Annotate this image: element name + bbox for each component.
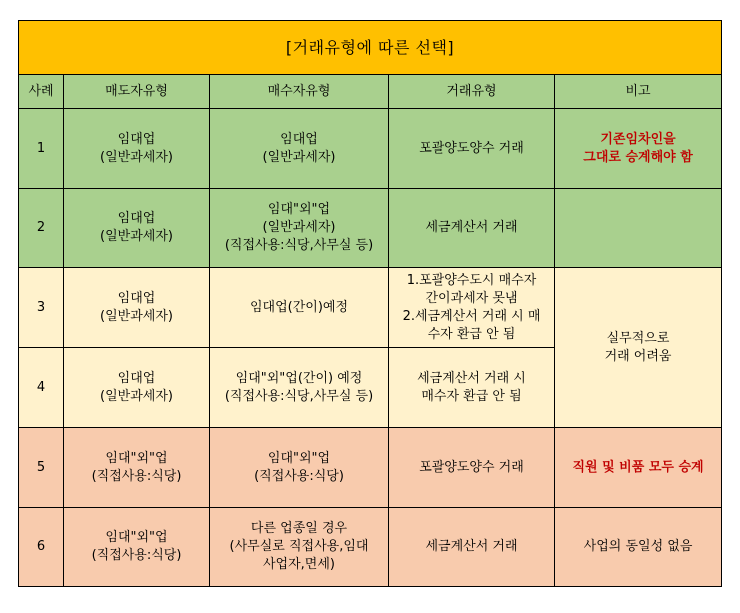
seller-type: 임대업 (일반과세자) — [64, 348, 210, 428]
seller-type: 임대업 (일반과세자) — [64, 109, 210, 189]
table-row — [19, 428, 722, 508]
transaction-type: 1.포괄양수도시 매수자 간이과세자 못냄 2.세금계산서 거래 시 매 수자 환급 안 됨 — [389, 268, 555, 348]
transaction-table-container — [18, 20, 722, 587]
remarks: 사업의 동일성 없음 — [555, 508, 722, 587]
case-number: 6 — [19, 508, 64, 587]
buyer-type: 임대업(간이)예정 — [210, 268, 389, 348]
table-row — [19, 508, 722, 587]
case-number: 5 — [19, 428, 64, 508]
transaction-type: 세금계산서 거래 — [389, 508, 555, 587]
header-case: 사례 — [19, 75, 64, 109]
case-number: 4 — [19, 348, 64, 428]
buyer-type: 임대"외"업 (일반과세자) (직접사용:식당,사무실 등) — [210, 189, 389, 268]
transaction-type: 세금계산서 거래 시 매수자 환급 안 됨 — [389, 348, 555, 428]
buyer-type: 다른 업종일 경우 (사무실로 직접사용,임대 사업자,면세) — [210, 508, 389, 587]
remarks — [555, 189, 722, 268]
transaction-type: 세금계산서 거래 — [389, 189, 555, 268]
seller-type: 임대업 (일반과세자) — [64, 268, 210, 348]
table-row — [19, 109, 722, 189]
case-number: 3 — [19, 268, 64, 348]
transaction-type: 포괄양도양수 거래 — [389, 109, 555, 189]
transaction-type-table — [18, 20, 722, 587]
remarks: 실무적으로 거래 어려움 — [555, 268, 722, 428]
remarks: 기존임차인을 그대로 승계해야 함 — [555, 109, 722, 189]
table-title: [거래유형에 따른 선택] — [19, 21, 722, 75]
case-number: 2 — [19, 189, 64, 268]
header-row — [19, 75, 722, 109]
case-number: 1 — [19, 109, 64, 189]
remarks: 직원 및 비품 모두 승계 — [555, 428, 722, 508]
seller-type: 임대업 (일반과세자) — [64, 189, 210, 268]
header-transaction-type: 거래유형 — [389, 75, 555, 109]
buyer-type: 임대"외"업 (직접사용:식당) — [210, 428, 389, 508]
seller-type: 임대"외"업 (직접사용:식당) — [64, 428, 210, 508]
table-row — [19, 189, 722, 268]
seller-type: 임대"외"업 (직접사용:식당) — [64, 508, 210, 587]
buyer-type: 임대"외"업(간이) 예정 (직접사용:식당,사무실 등) — [210, 348, 389, 428]
buyer-type: 임대업 (일반과세자) — [210, 109, 389, 189]
transaction-type: 포괄양도양수 거래 — [389, 428, 555, 508]
table-row — [19, 268, 722, 348]
header-seller-type: 매도자유형 — [64, 75, 210, 109]
header-buyer-type: 매수자유형 — [210, 75, 389, 109]
header-remarks: 비고 — [555, 75, 722, 109]
